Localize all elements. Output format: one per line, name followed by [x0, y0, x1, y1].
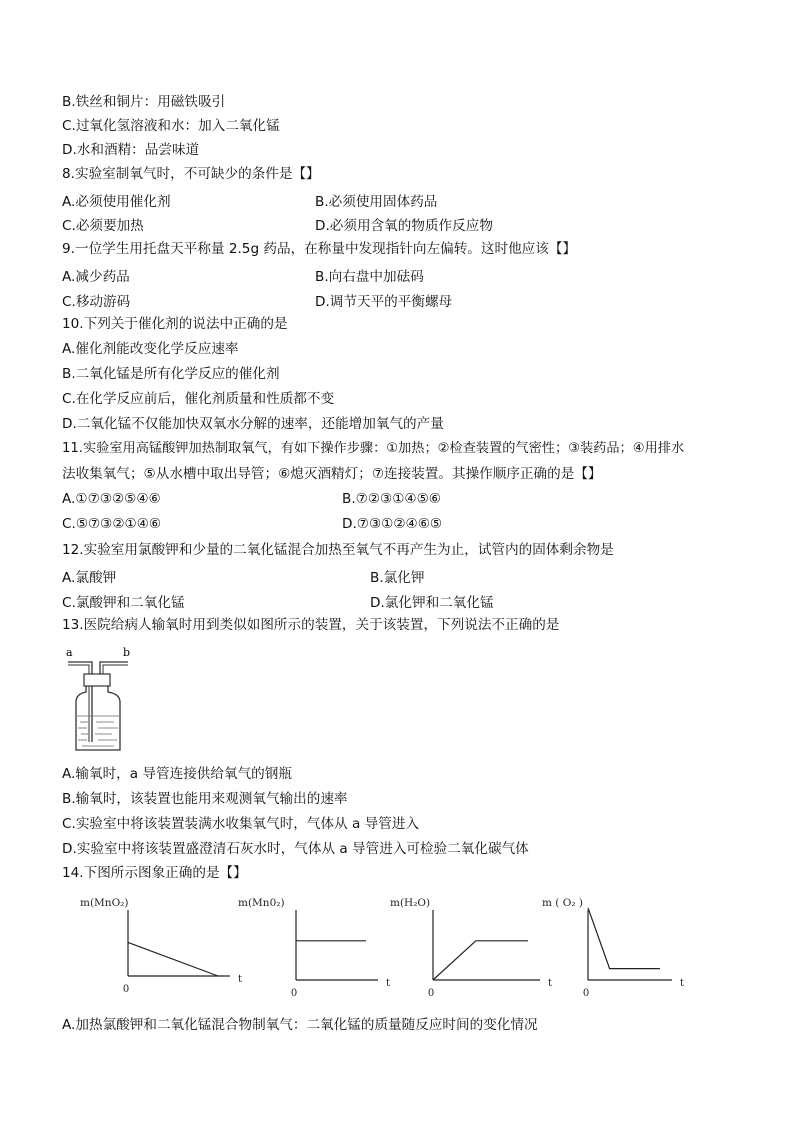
q11-stem-line1: 11.实验室用高锰酸钾加热制取氧气，有如下操作步骤：①加热；②检查装置的气密性；③装药品；④用排水	[62, 441, 685, 456]
q14-chart-4	[540, 894, 685, 999]
chart-4-ylabel: m ( O₂ )	[542, 897, 583, 909]
q8-options-row1	[62, 190, 722, 208]
chart-4-series-line	[588, 908, 660, 969]
q14-option-a: A.加热氯酸钾和二氧化锰混合物制氧气：二氧化锰的质量随反应时间的变化情况	[62, 1017, 538, 1033]
q9-option-b: B.向右盘中加砝码	[315, 269, 424, 285]
q11-options-row2	[62, 516, 722, 534]
stopper	[84, 674, 110, 686]
q14-stem: 14.下图所示图象正确的是【】	[62, 865, 247, 881]
q8-option-c: C.必须要加热	[62, 218, 144, 234]
chart-1-xlabel: t	[238, 974, 243, 985]
q9-options-row2	[62, 290, 722, 308]
q13-option-c: C.实验室中将该装置装满水收集氧气时，气体从 a 导管进入	[62, 816, 420, 832]
q11-option-c: C.⑤⑦③②①④⑥	[62, 516, 162, 532]
q8-option-a: A.必须使用催化剂	[62, 194, 171, 210]
option-line-d: D.水和酒精：品尝味道	[62, 142, 200, 158]
q9-option-a: A.减少药品	[62, 269, 130, 285]
q10-option-a: A.催化剂能改变化学反应速率	[62, 341, 239, 357]
q12-option-a: A.氯酸钾	[62, 570, 117, 586]
q10-stem: 10.下列关于催化剂的说法中正确的是	[62, 316, 288, 332]
q12-option-d: D.氯化钾和二氧化锰	[370, 595, 494, 611]
chart-2-origin-label: 0	[290, 988, 298, 999]
q9-option-c: C.移动游码	[62, 294, 131, 310]
gas-bottle-figure	[62, 642, 142, 754]
q11-option-b: B.⑦②③①④⑤⑥	[342, 491, 441, 507]
q11-options-row1	[62, 491, 722, 509]
q13-option-b: B.输氧时，该装置也能用来观测氧气输出的速率	[62, 791, 348, 807]
q11-option-d: D.⑦③①②④⑥⑤	[342, 516, 443, 532]
liquid	[77, 716, 119, 746]
q8-option-b: B.必须使用固体药品	[315, 194, 438, 210]
chart-2-ylabel: m(Mn0₂)	[238, 897, 285, 909]
fig-label-a: a	[66, 646, 73, 659]
q12-option-c: C.氯酸钾和二氧化锰	[62, 595, 185, 611]
q9-options-row1	[62, 265, 722, 283]
chart-3-xlabel: t	[548, 978, 553, 989]
chart-3-series-line	[433, 941, 528, 980]
chart-3-ylabel: m(H₂O)	[390, 897, 431, 909]
q12-options-row1	[62, 566, 722, 584]
chart-3-origin-label: 0	[427, 988, 435, 999]
q8-option-d: D.必须用含氧的物质作反应物	[315, 218, 493, 234]
q12-option-b: B.氯化钾	[370, 570, 425, 586]
q14-chart-2	[236, 894, 391, 999]
bottle	[76, 686, 120, 750]
q10-option-b: B.二氧化锰是所有化学反应的催化剂	[62, 366, 280, 382]
q14-chart-3	[388, 894, 553, 999]
fig-label-b: b	[123, 646, 131, 659]
q13-stem: 13.医院给病人输氧时用到类似如图所示的装置，关于该装置，下列说法不正确的是	[62, 617, 560, 633]
chart-4-xlabel: t	[680, 978, 685, 989]
q10-option-c: C.在化学反应前后，催化剂质量和性质都不变	[62, 391, 335, 407]
q12-options-row2	[62, 591, 722, 609]
q11-option-a: A.①⑦③②⑤④⑥	[62, 491, 161, 507]
q9-option-d: D.调节天平的平衡螺母	[315, 294, 453, 310]
chart-1-series-line	[128, 942, 218, 976]
option-line-c: C.过氧化氢溶液和水：加入二氧化锰	[62, 118, 280, 134]
q13-option-d: D.实验室中将该装置盛澄清石灰水时，气体从 a 导管进入可检验二氧化碳气体	[62, 841, 529, 857]
q8-options-row2	[62, 214, 722, 232]
option-line-b: B.铁丝和铜片：用磁铁吸引	[62, 94, 226, 110]
q12-stem: 12.实验室用氯酸钾和少量的二氧化锰混合加热至氧气不再产生为止，试管内的固体剩余物是	[62, 542, 614, 558]
q8-stem: 8.实验室制氧气时，不可缺少的条件是【】	[62, 166, 320, 182]
q11-stem-line2: 法收集氧气；⑤从水槽中取出导管；⑥熄灭酒精灯；⑦连接装置。其操作顺序正确的是【】	[62, 466, 602, 482]
q14-chart-1	[78, 894, 243, 998]
chart-4-origin-label: 0	[582, 988, 590, 999]
q13-option-a: A.输氧时，a 导管连接供给氧气的钢瓶	[62, 766, 292, 782]
chart-1-ylabel: m(MnO₂)	[80, 897, 129, 909]
chart-2-xlabel: t	[386, 978, 391, 989]
chart-1-origin-label: 0	[122, 984, 130, 995]
q10-option-d: D.二氧化锰不仅能加快双氧水分解的速率，还能增加氧气的产量	[62, 416, 444, 432]
q9-stem: 9.一位学生用托盘天平称量 2.5g 药品，在称量中发现指针向左偏转。这时他应该【】	[62, 241, 577, 257]
